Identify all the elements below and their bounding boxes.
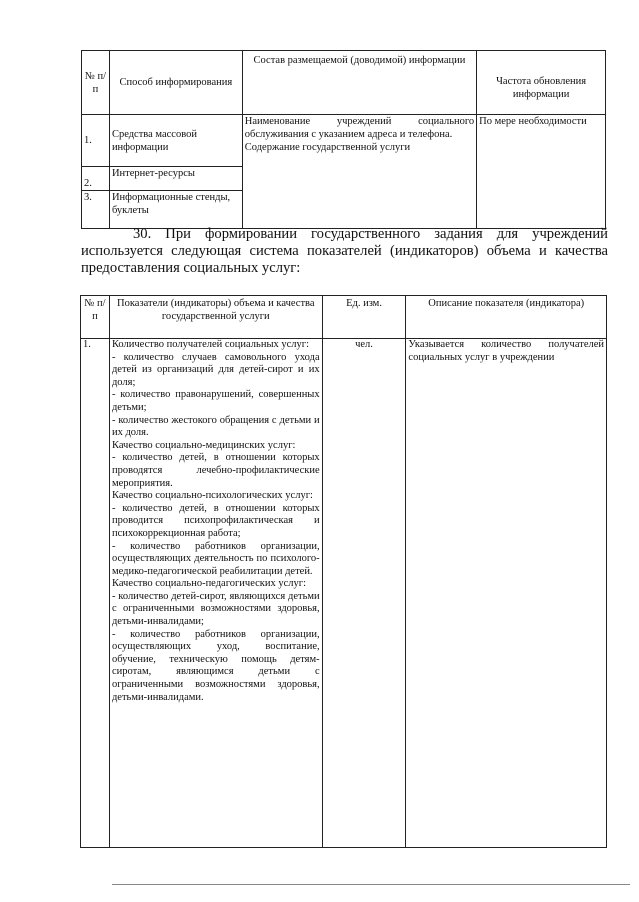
indicator-item: - количество случаев самовольного ухода детей из организаций для детей-сирот и их доля; [111,351,320,388]
indicator-item: - количество работников организации, осуществляющих уход, воспитание, обучение, техническую помощь детям-сиротам, являющимся детьми с ограниченными возможностями здоровья, детьми-инвалидами. [111,628,320,703]
indicator-item: - количество детей, в отношении которых проводится психопрофилактическая и психокоррекционная работа; [111,502,320,539]
header-method: Способ информирования [109,51,242,115]
section-30-paragraph [81,226,608,277]
header-unit: Ед. изм. [322,296,406,339]
row-method: Информационные стенды, буклеты [109,191,242,229]
indicator-item: - количество детей, в отношении которых проводятся лечебно-профилактические мероприятия. [111,452,320,489]
paragraph-rest: используется следующая система показателей (индикаторов) объема и качества предоставления социальных услуг: [81,243,608,276]
page-bottom-divider [112,884,630,885]
table-header-row [82,51,606,115]
header-frequency: Частота обновления информации [477,51,606,115]
table-header-row [81,296,607,339]
information-methods-table [81,50,606,229]
row-number: 1. [81,339,110,848]
header-number: № п/п [81,296,110,339]
table-row [82,115,606,167]
row-method: Интернет-ресурсы [109,167,242,191]
indicator-item: - количество жестокого обращения с детьми и их доля. [111,414,320,439]
indicators-cell [109,339,322,848]
update-frequency-cell: По мере необходимости [477,115,606,229]
description-cell: Указывается количество получателей социальных услуг в учреждении [406,339,607,848]
indicator-heading: Качество социально-педагогических услуг: [111,578,307,590]
header-number: № п/п [82,51,110,115]
row-number: 2. [82,167,110,191]
unit-cell: чел. [322,339,406,848]
indicators-table [80,295,607,848]
indicator-item: - количество работников организации, осуществляющих деятельность по психолого-медико-педагогической реабилитации детей. [111,540,320,577]
paragraph-first-line: 30. При формировании государственного задания для учреждений [133,226,608,242]
row-number: 3. [82,191,110,229]
indicator-item: - количество детей-сирот, являющихся детьми с ограниченными возможностями здоровья, детьми-инвалидами; [111,590,320,628]
header-content: Состав размещаемой (доводимой) информации [242,51,476,115]
indicator-heading: Качество социально-психологических услуг: [111,490,313,502]
header-description: Описание показателя (индикатора) [406,296,607,339]
info-content-line1: Наименование учреждений социального обслуживания с указанием адреса и телефона. [244,116,475,140]
table-row [81,339,607,848]
info-content-cell [242,115,476,229]
indicator-item: Количество получателей социальных услуг: [111,339,310,350]
indicator-heading: Качество социально-медицинских услуг: [111,439,296,451]
info-content-line2: Содержание государственной услуги [244,142,411,153]
header-indicators: Показатели (индикаторы) объема и качества государственной услуги [109,296,322,339]
indicator-item: - количество правонарушений, совершенных детьми; [111,389,320,413]
row-number: 1. [82,115,110,167]
row-method: Средства массовой информации [109,115,242,167]
